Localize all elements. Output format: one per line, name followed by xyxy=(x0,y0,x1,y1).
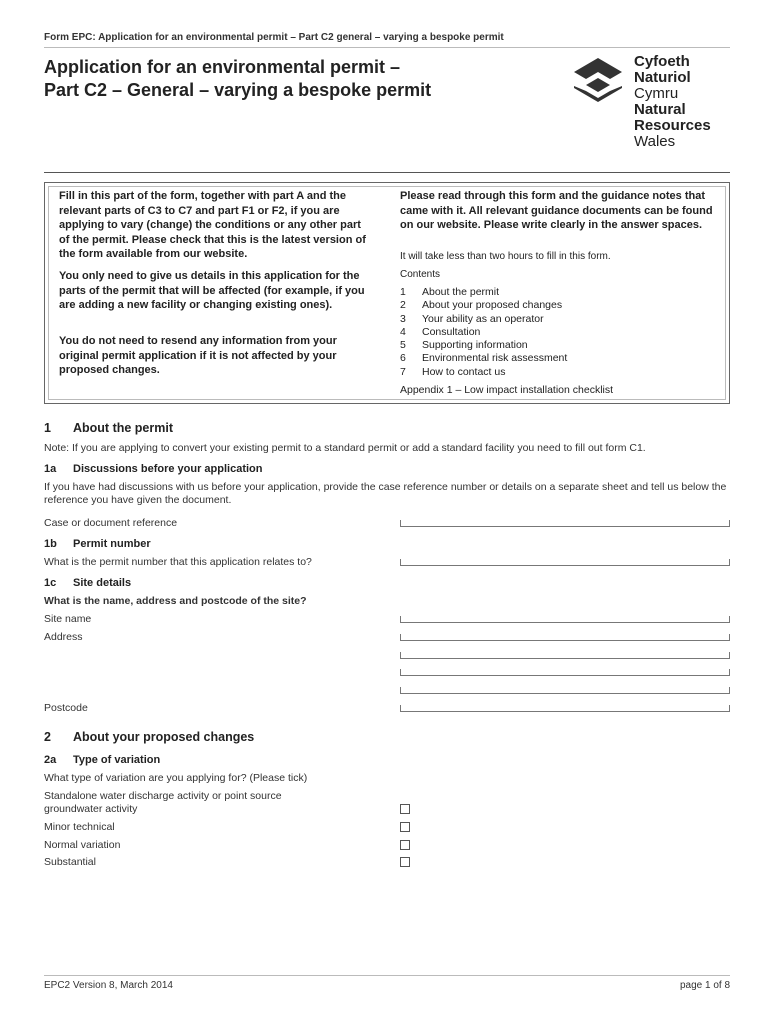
section1-num: 1 xyxy=(44,421,51,435)
intro-left-p1: Fill in this part of the form, together with part A and the relevant parts of C3 to C7 and part F1 or F2, if you are applying to vary (change) the conditions or any other part of the permit. Please check that this is the latest version of the form available from our website. xyxy=(59,190,366,261)
option-substantial-label: Substantial xyxy=(44,856,96,868)
page-title xyxy=(44,56,431,102)
logo-line6: Wales xyxy=(634,133,676,150)
section1b-title: Permit number xyxy=(73,538,151,550)
contents-label: Contents xyxy=(400,269,441,280)
section2a-heading xyxy=(44,754,160,766)
contents-num: 3 xyxy=(400,312,406,325)
contents-label-text: About your proposed changes xyxy=(422,299,563,312)
logo-line4: Natural xyxy=(634,101,686,118)
contents-list xyxy=(400,286,613,397)
contents-item[interactable] xyxy=(400,299,613,312)
intro-left-p2: You only need to give us details in this application for the parts of the permit that will be affected (for example, if you are adding a new facility or changing existing ones). xyxy=(59,270,365,312)
option-minor-technical-checkbox[interactable] xyxy=(400,822,410,832)
contents-num: 7 xyxy=(400,365,406,378)
section1a-num: 1a xyxy=(44,463,57,475)
logo-line1: Cyfoeth xyxy=(634,53,690,70)
site-name-field[interactable] xyxy=(400,616,730,623)
option-standalone-line1: Standalone water discharge activity or point source xyxy=(44,790,282,802)
section2a-num: 2a xyxy=(44,754,57,766)
logo-line3: Cymru xyxy=(634,85,679,102)
postcode-field[interactable] xyxy=(400,705,730,712)
intro-left-p3: You do not need to resend any information from your original permit application if it is not affected by your proposed changes. xyxy=(59,335,337,377)
contents-appendix[interactable]: Appendix 1 – Low impact installation checklist xyxy=(400,384,614,397)
section1a-title: Discussions before your application xyxy=(73,463,263,475)
section2-heading xyxy=(44,730,254,744)
contents-label-text: Supporting information xyxy=(422,339,528,352)
form-header-title: Form EPC: Application for an environmental permit – Part C2 general – varying a bespoke permit xyxy=(44,32,504,43)
postcode-label: Postcode xyxy=(44,702,88,714)
contents-label-text: Consultation xyxy=(422,325,481,338)
section2-title: About your proposed changes xyxy=(73,730,255,744)
option-normal-variation-checkbox[interactable] xyxy=(400,840,410,850)
section1-note: Note: If you are applying to convert your existing permit to a standard permit or add a standard facility you need to fill out form C1. xyxy=(44,442,646,454)
case-reference-label: Case or document reference xyxy=(44,517,178,529)
contents-item[interactable] xyxy=(400,326,613,339)
logo-line5: Resources xyxy=(634,117,711,134)
permit-number-field[interactable] xyxy=(400,559,730,566)
contents-num: 6 xyxy=(400,352,406,365)
contents-item[interactable] xyxy=(400,352,613,365)
contents-num: 4 xyxy=(400,325,406,338)
contents-label-text: How to contact us xyxy=(422,365,506,378)
section1-title: About the permit xyxy=(73,421,173,435)
section1-heading xyxy=(44,421,173,435)
section1b-heading xyxy=(44,538,151,550)
contents-label-text: Environmental risk assessment xyxy=(422,352,568,365)
option-substantial-checkbox[interactable] xyxy=(400,857,410,867)
contents-item[interactable] xyxy=(400,286,613,299)
option-normal-variation-label: Normal variation xyxy=(44,839,121,851)
section1b-num: 1b xyxy=(44,538,57,550)
contents-label-text: About the permit xyxy=(422,286,500,298)
page-title-line1: Application for an environmental permit – xyxy=(44,57,401,77)
footer-divider xyxy=(44,975,730,976)
contents-num: 1 xyxy=(400,286,406,298)
section2a-title: Type of variation xyxy=(73,754,161,766)
contents-num: 5 xyxy=(400,339,406,352)
address-label: Address xyxy=(44,631,83,643)
footer-version: EPC2 Version 8, March 2014 xyxy=(44,980,173,991)
section1c-heading xyxy=(44,577,131,589)
header-divider xyxy=(44,47,730,48)
option-standalone-line2: groundwater activity xyxy=(44,803,138,815)
address-field-line3[interactable] xyxy=(400,669,730,676)
contents-label-text: Your ability as an operator xyxy=(422,312,544,325)
contents-item[interactable] xyxy=(400,313,613,326)
address-field-line4[interactable] xyxy=(400,687,730,694)
contents-num: 2 xyxy=(400,299,406,312)
address-field-line2[interactable] xyxy=(400,652,730,659)
option-standalone-label xyxy=(44,790,282,816)
section1a-text: If you have had discussions with us before your application, provide the case reference number or details on a separate sheet and tell us below the reference you have given the document. xyxy=(44,481,727,506)
section2-num: 2 xyxy=(44,730,51,744)
option-standalone-checkbox[interactable] xyxy=(400,804,410,814)
address-field-line1[interactable] xyxy=(400,634,730,641)
site-details-question: What is the name, address and postcode of the site? xyxy=(44,595,307,607)
title-divider xyxy=(44,172,730,173)
case-reference-field[interactable] xyxy=(400,520,730,527)
option-minor-technical-label: Minor technical xyxy=(44,821,115,833)
site-name-label: Site name xyxy=(44,613,92,625)
nrw-logo-text xyxy=(634,54,711,150)
contents-item[interactable] xyxy=(400,366,613,379)
logo-line2: Naturiol xyxy=(634,69,691,86)
footer-page-number: page 1 of 8 xyxy=(680,980,731,991)
section1a-heading xyxy=(44,463,263,475)
intro-right-p2: It will take less than two hours to fill in this form. xyxy=(400,251,611,262)
page-title-line2: Part C2 – General – varying a bespoke permit xyxy=(44,80,432,100)
variation-question: What type of variation are you applying for? (Please tick) xyxy=(44,772,308,784)
section1c-num: 1c xyxy=(44,577,57,589)
section1c-title: Site details xyxy=(73,577,132,589)
nrw-logo-icon xyxy=(572,56,624,104)
permit-number-label: What is the permit number that this application relates to? xyxy=(44,556,312,568)
contents-item[interactable] xyxy=(400,339,613,352)
intro-right-p1: Please read through this form and the guidance notes that came with it. All relevant guidance documents can be found on our website. Please write clearly in the answer spaces. xyxy=(400,190,713,232)
